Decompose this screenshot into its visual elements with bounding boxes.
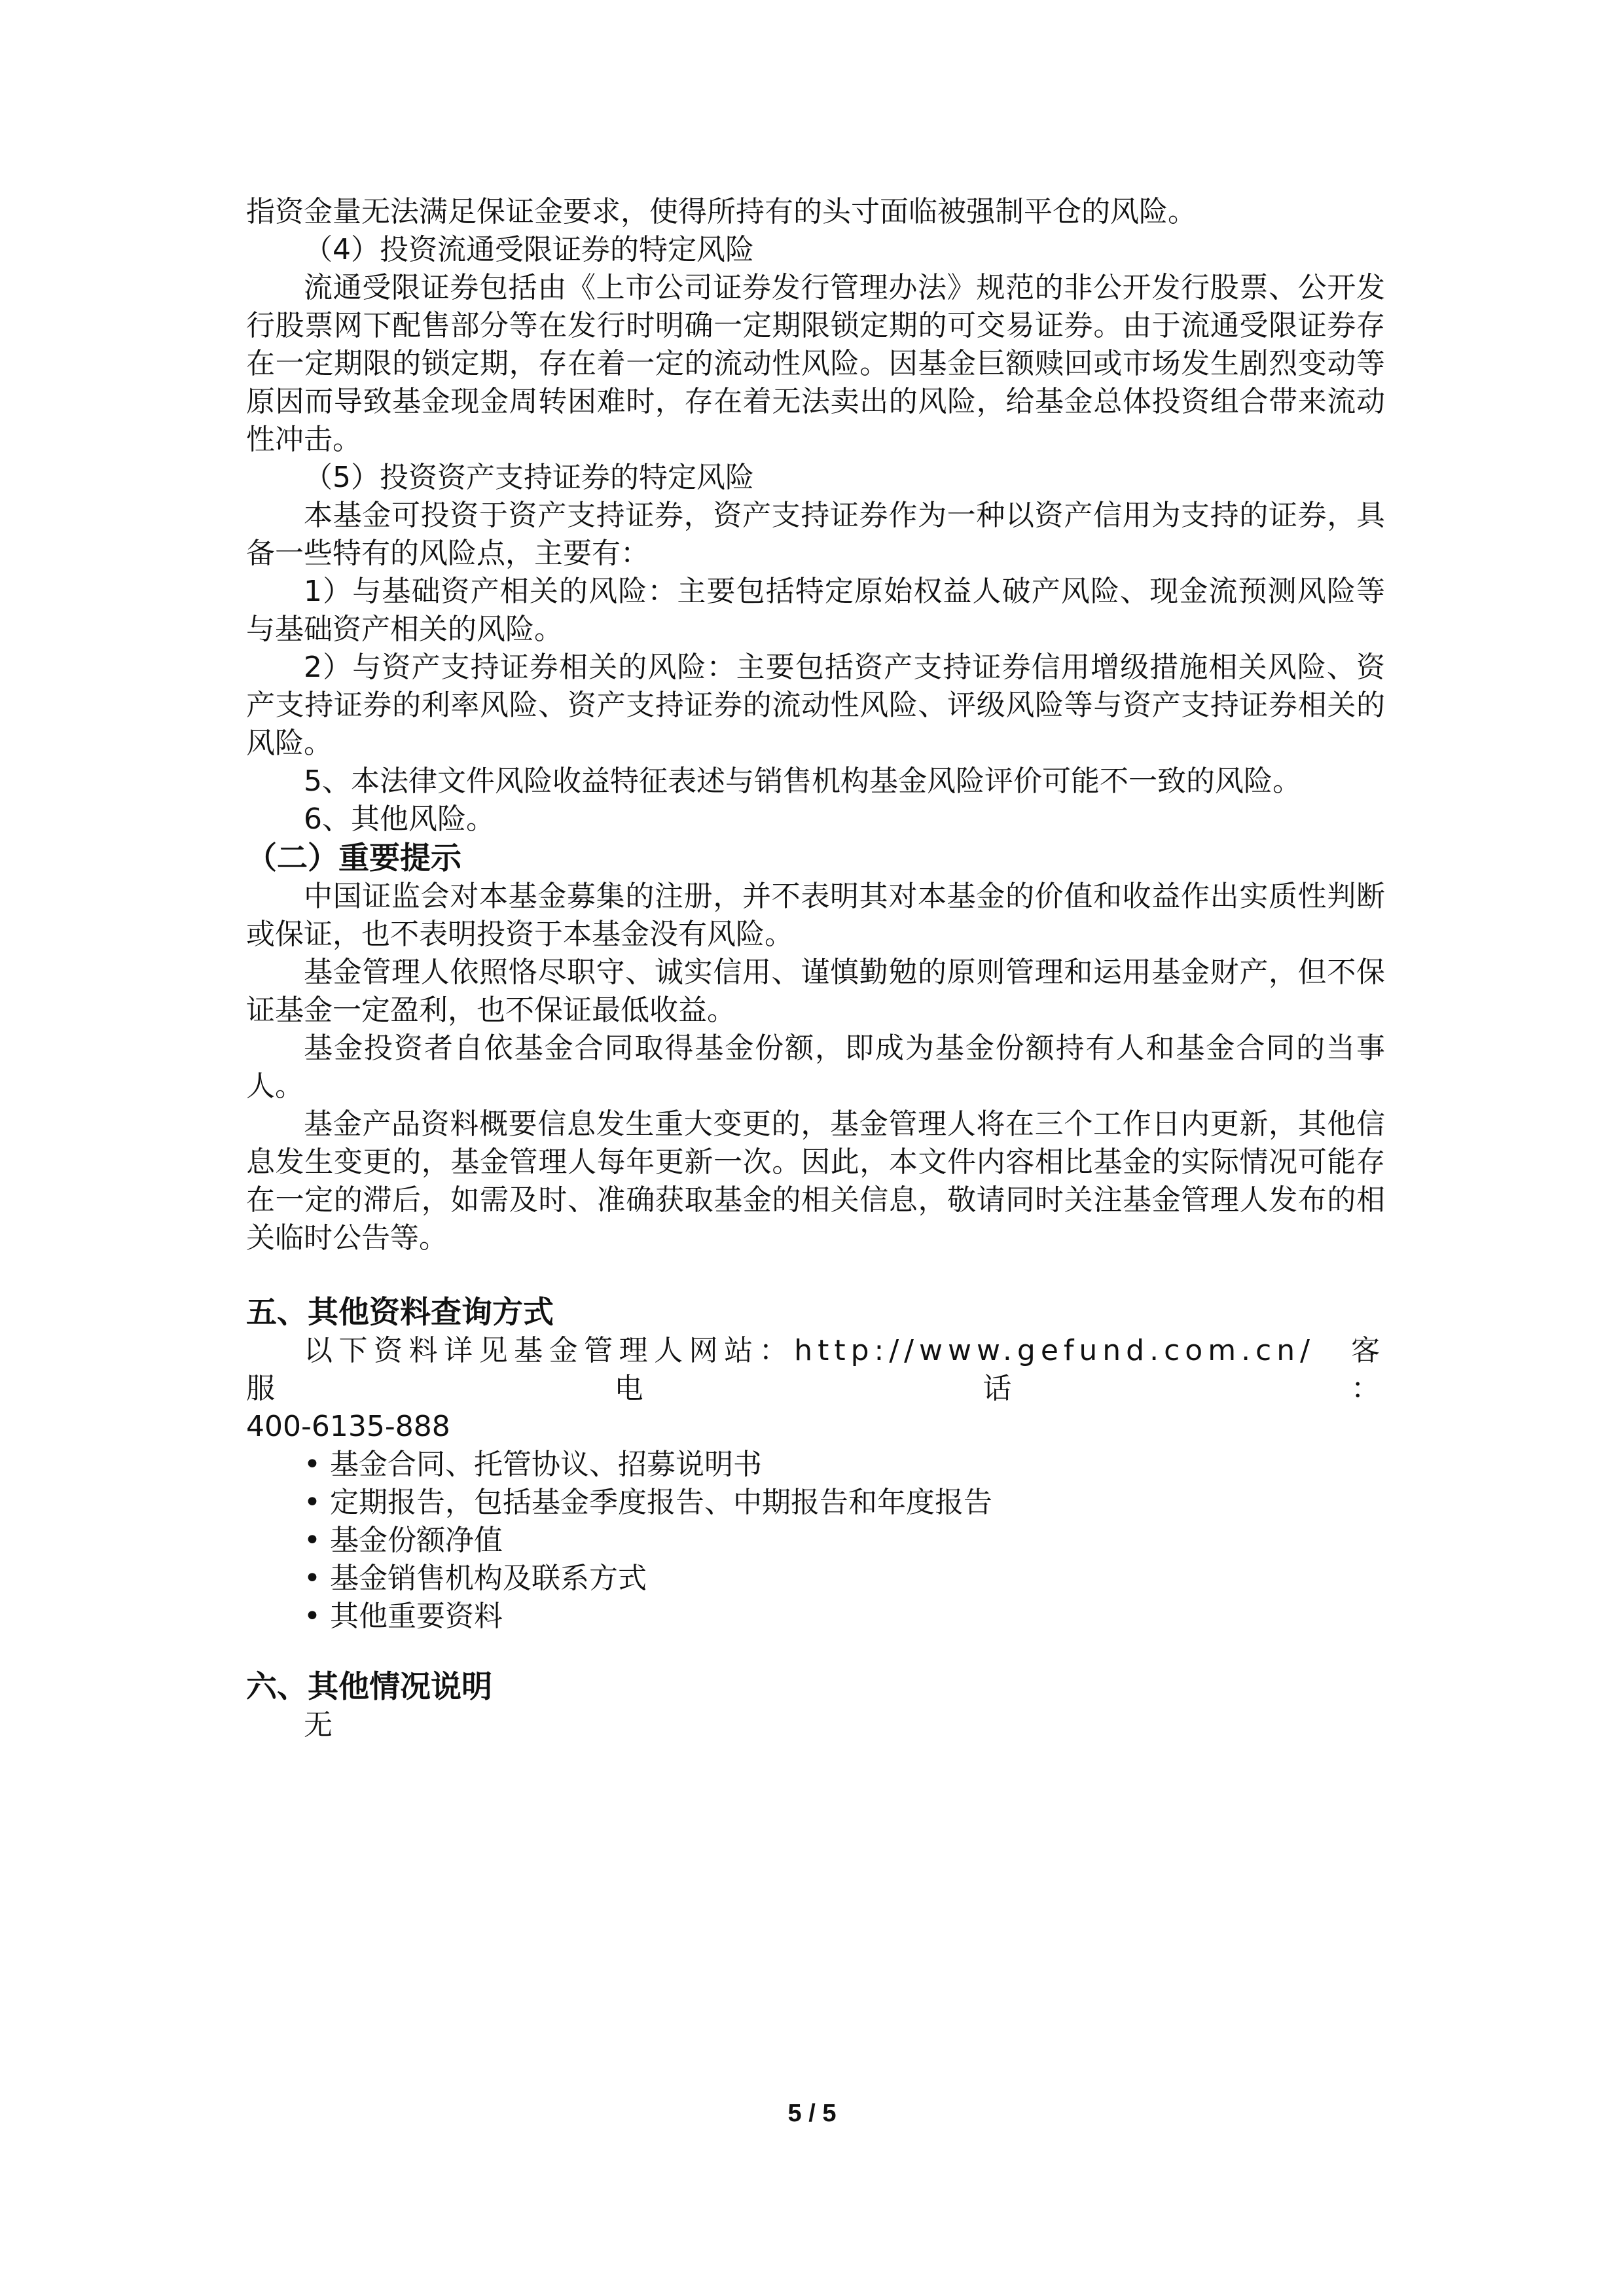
bullet-icon: • [304,1524,321,1557]
subheading-restricted-securities: （4）投资流通受限证券的特定风险 [304,233,754,266]
bullet-icon: • [304,1448,321,1481]
customer-service-phone: 400-6135-888 [246,1410,450,1443]
paragraph-csrc: 中国证监会对本基金募集的注册，并不表明其对本基金的价值和收益作出实质性判断或保证，也不表明投资于本基金没有风险。 [246,880,1385,951]
list-item [304,1484,1385,1522]
paragraph-asset-backed-securities: 本基金可投资于资产支持证券，资产支持证券作为一种以资产信用为支持的证券，具备一些特有的风险点，主要有： [246,499,1385,570]
heading-section-6: 六、其他情况说明 [246,1669,492,1705]
paragraph-abs-risk-1: 1）与基础资产相关的风险：主要包括特定原始权益人破产风险、现金流预测风险等与基础资产相关的风险。 [246,575,1385,646]
bullet-icon: • [304,1562,321,1595]
paragraph-update: 基金产品资料概要信息发生重大变更的，基金管理人将在三个工作日内更新，其他信息发生变更的，基金管理人每年更新一次。因此，本文件内容相比基金的实际情况可能存在一定的滞后，如需及时、准确获取基金的相关信息，敬请同时关注基金管理人发布的相关临时公告等。 [246,1107,1385,1255]
paragraph-abs-risk-2: 2）与资产支持证券相关的风险：主要包括资产支持证券信用增级措施相关风险、资产支持证券的利率风险、资产支持证券的流动性风险、评级风险等与资产支持证券相关的风险。 [246,651,1385,760]
paragraph-section-5-intro: 以下资料详见基金管理人网站：http://www.gefund.com.cn/ 客服电话： [246,1334,1385,1405]
list-item [304,1598,1385,1636]
section-5-list [246,1446,1385,1636]
page-number: 5 / 5 [787,2100,837,2127]
bullet-icon: • [304,1600,321,1633]
list-item-text: 基金份额净值 [330,1524,503,1557]
page-content [246,193,1385,1744]
bullet-icon: • [304,1486,321,1519]
heading-section-5: 五、其他资料查询方式 [246,1295,554,1331]
paragraph-investor: 基金投资者自依基金合同取得基金份额，即成为基金份额持有人和基金合同的当事人。 [246,1031,1385,1103]
spacer [246,1636,1385,1668]
paragraph-restricted-securities: 流通受限证券包括由《上市公司证券发行管理办法》规范的非公开发行股票、公开发行股票网下配售部分等在发行时明确一定期限锁定期的可交易证券。由于流通受限证券存在一定期限的锁定期，存在着一定的流动性风险。因基金巨额赎回或市场发生剧烈变动等原因而导致基金现金周转困难时，存在着无法卖出的风险，给基金总体投资组合带来流动性冲击。 [246,271,1385,456]
list-item-text: 其他重要资料 [330,1600,503,1633]
list-item-text: 基金销售机构及联系方式 [330,1562,647,1595]
list-item-text: 基金合同、托管协议、招募说明书 [330,1448,762,1481]
subheading-asset-backed-securities: （5）投资资产支持证券的特定风险 [304,461,754,494]
list-item [304,1446,1385,1484]
paragraph-manager: 基金管理人依照恪尽职守、诚实信用、谨慎勤勉的原则管理和运用基金财产，但不保证基金一定盈利，也不保证最低收益。 [246,956,1385,1027]
paragraph-item-6: 6、其他风险。 [304,802,495,836]
heading-important-notice: （二）重要提示 [246,840,461,876]
list-item [304,1522,1385,1560]
paragraph-item-5: 5、本法律文件风险收益特征表述与销售机构基金风险评价可能不一致的风险。 [304,764,1301,798]
list-item-text: 定期报告，包括基金季度报告、中期报告和年度报告 [330,1486,992,1519]
list-item [304,1560,1385,1598]
paragraph-margin-call: 指资金量无法满足保证金要求，使得所持有的头寸面临被强制平仓的风险。 [246,195,1197,228]
paragraph-section-6: 无 [304,1708,333,1742]
spacer [246,1257,1385,1294]
